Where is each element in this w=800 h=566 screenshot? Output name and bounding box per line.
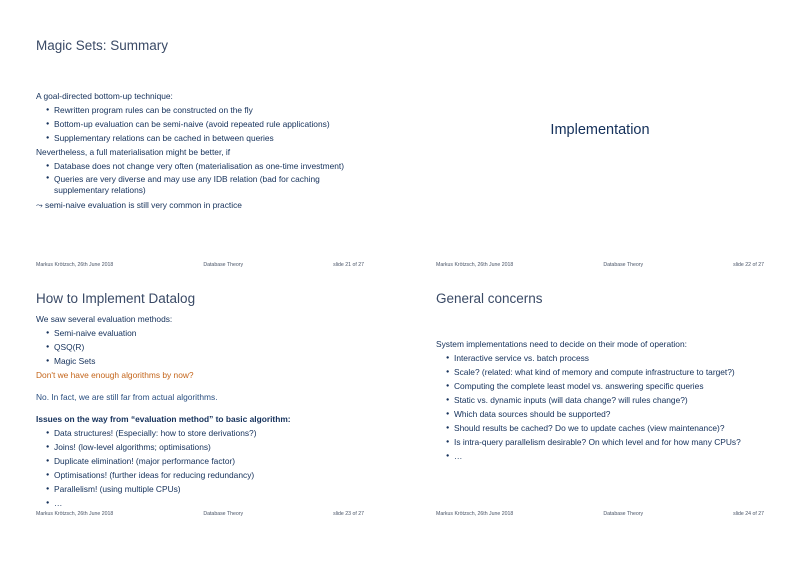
text-line: System implementations need to decide on their mode of operation:: [436, 339, 687, 349]
list-item: ● Static vs. dynamic inputs (will data change? will rules change?): [436, 393, 796, 407]
footer-author: Markus Krötzsch, 26th June 2018: [436, 511, 514, 517]
list-item: ● Scale? (related: what kind of memory and compute infrastructure to target?): [436, 365, 796, 379]
footer-course: Database Theory: [203, 262, 244, 268]
list-item: ● Semi-naive evaluation: [36, 326, 396, 340]
list-item: ● Interactive service vs. batch process: [436, 351, 796, 365]
list-item: ● Optimisations! (further ideas for reducing redundancy): [36, 468, 396, 482]
text-line: We saw several evaluation methods:: [36, 314, 173, 324]
footer-author: Markus Krötzsch, 26th June 2018: [36, 262, 114, 268]
list-item: ● Bottom-up evaluation can be semi-naive (avoid repeated rule applications): [36, 117, 396, 131]
footer-course: Database Theory: [603, 511, 644, 517]
list-item: ● Should results be cached? Do we to update caches (view maintenance)?: [436, 421, 796, 435]
footer-page: slide 22 of 27: [733, 262, 764, 268]
answer-line: No. In fact, we are still far from actual algorithms.: [36, 392, 218, 402]
slide-title: General concerns: [436, 291, 543, 306]
list-item: ● Computing the complete least model vs. answering specific queries: [436, 379, 796, 393]
slide-general-concerns: [400, 283, 800, 566]
slide-title: How to Implement Datalog: [36, 291, 196, 306]
list-item: ● Parallelism! (using multiple CPUs): [36, 482, 396, 496]
footer-author: Markus Krötzsch, 26th June 2018: [436, 262, 514, 268]
issues-heading: Issues on the way from “evaluation method” to basic algorithm:: [36, 414, 291, 424]
footer-page: slide 24 of 27: [733, 511, 764, 517]
slide-implementation: [400, 0, 800, 283]
footer-page: slide 23 of 27: [333, 511, 364, 517]
list-item: ● Queries are very diverse and may use any IDB relation (bad for caching supplementary relations): [36, 173, 354, 198]
list-item: ● Magic Sets: [36, 354, 396, 368]
text-line: A goal-directed bottom-up technique:: [36, 91, 173, 101]
slide-body: [36, 89, 396, 212]
text-line: Nevertheless, a full materialisation might be better, if: [36, 147, 231, 157]
slide-footer: [436, 262, 764, 268]
footer-course: Database Theory: [603, 262, 644, 268]
list-item: ● Joins! (low-level algorithms; optimisations): [36, 440, 396, 454]
conclusion-line: [36, 198, 396, 212]
section-heading: Implementation: [550, 122, 650, 138]
list-item: ● QSQ(R): [36, 340, 396, 354]
slide-how-to-implement-datalog: [0, 283, 400, 566]
list-item: ● …: [36, 496, 396, 510]
list-item: ● …: [436, 449, 796, 463]
slide-body: [436, 337, 796, 463]
slide-footer: [36, 262, 364, 268]
footer-course: Database Theory: [203, 511, 244, 517]
slide-footer: [36, 511, 364, 517]
bullet-list: [36, 103, 396, 145]
bullet-list: [436, 351, 796, 463]
list-item: ● Supplementary relations can be cached in between queries: [36, 131, 396, 145]
slide-body: [36, 312, 396, 510]
list-item: ● Which data sources should be supported?: [436, 407, 796, 421]
list-item: ● Rewritten program rules can be constructed on the fly: [36, 103, 396, 117]
bullet-list: [36, 326, 396, 368]
list-item: ● Database does not change very often (materialisation as one-time investment): [36, 159, 396, 173]
question-line: Don't we have enough algorithms by now?: [36, 370, 194, 380]
slide-magic-sets-summary: [0, 0, 400, 283]
footer-page: slide 21 of 27: [333, 262, 364, 268]
list-item: ● Data structures! (Especially: how to store derivations?): [36, 426, 396, 440]
list-item: ● Duplicate elimination! (major performance factor): [36, 454, 396, 468]
bullet-list: [36, 159, 396, 198]
slide-title: Magic Sets: Summary: [36, 38, 169, 53]
slide-footer: [436, 511, 764, 517]
leads-to-arrow-icon: ⤳: [36, 200, 43, 210]
footer-author: Markus Krötzsch, 26th June 2018: [36, 511, 114, 517]
list-item: ● Is intra-query parallelism desirable? On which level and for how many CPUs?: [436, 435, 796, 449]
bullet-list: [36, 426, 396, 510]
conclusion-text: semi-naive evaluation is still very common in practice: [45, 200, 242, 210]
